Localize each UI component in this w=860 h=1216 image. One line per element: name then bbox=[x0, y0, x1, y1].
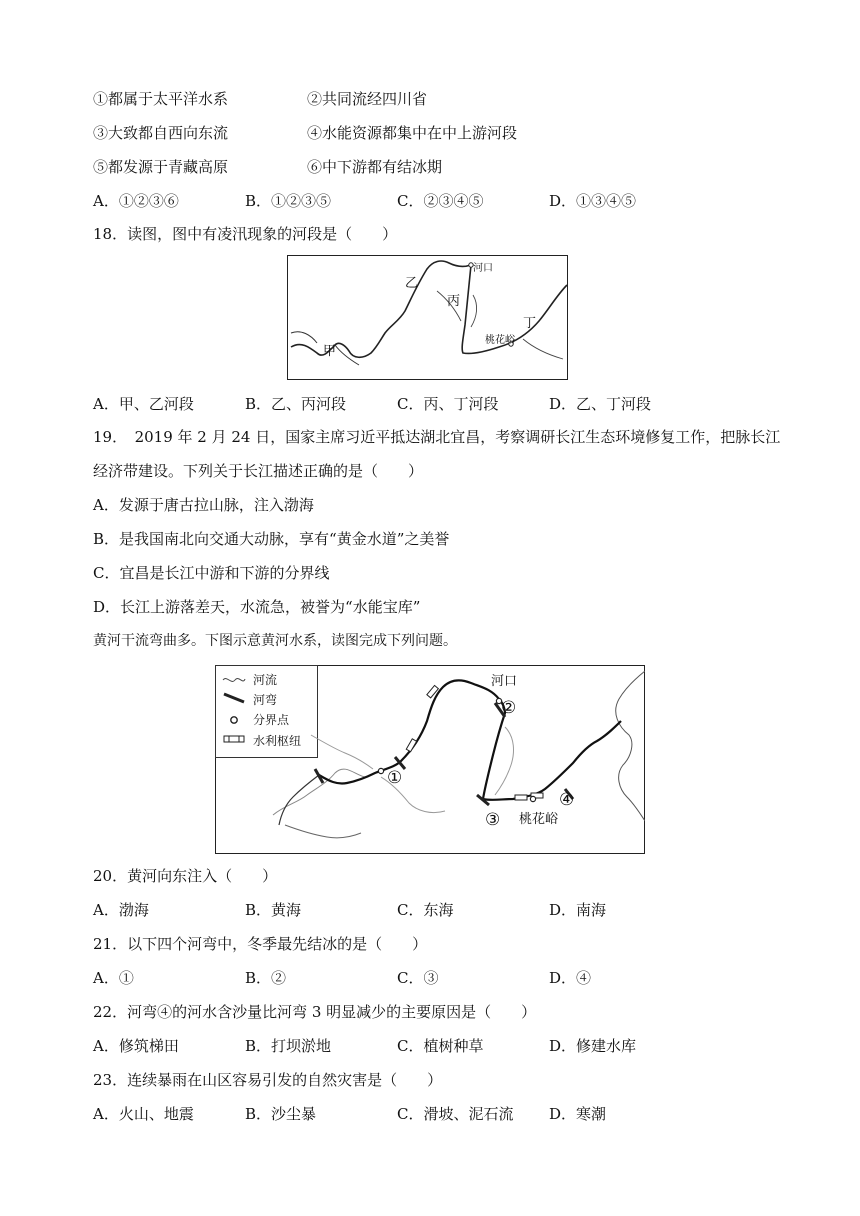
q23-stem: 23．连续暴雨在山区容易引发的自然灾害是（ ） bbox=[93, 1071, 443, 1089]
legend-point-label: 分界点 bbox=[253, 713, 290, 727]
q17-statement-6: ⑥中下游都有结冰期 bbox=[307, 158, 443, 176]
legend-bend-label: 河弯 bbox=[253, 693, 278, 707]
yellow-river-map bbox=[215, 665, 645, 854]
q22-option-c: C．植树种草 bbox=[397, 1037, 484, 1055]
q21-stem: 21．以下四个河弯中，冬季最先结冰的是（ ） bbox=[93, 935, 428, 953]
map2-label-1: ① bbox=[387, 768, 403, 788]
map1-label-bing: 丙 bbox=[447, 294, 461, 309]
q19-stem-line1: 19． 2019 年 2 月 24 日，国家主席习近平抵达湖北宜昌，考察调研长江生态环境修复工作，把脉长江 bbox=[93, 428, 781, 446]
q17-option-a: A．①②③⑥ bbox=[93, 192, 179, 210]
q22-option-d: D．修建水库 bbox=[549, 1037, 637, 1055]
q21-option-c: C．③ bbox=[397, 969, 439, 987]
q22-stem: 22．河弯④的河水含沙量比河弯 3 明显减少的主要原因是（ ） bbox=[93, 1003, 537, 1021]
q18-option-c: C．丙、丁河段 bbox=[397, 395, 499, 413]
map1-label-jia: 甲 bbox=[323, 344, 337, 359]
q17-statement-4: ④水能资源都集中在中上游河段 bbox=[307, 124, 518, 142]
legend-dam-label: 水利枢纽 bbox=[253, 734, 302, 748]
q21-option-b: B．② bbox=[245, 969, 287, 987]
q20-option-a: A．渤海 bbox=[93, 901, 149, 919]
q17-statement-1: ①都属于太平洋水系 bbox=[93, 90, 229, 108]
q17-statement-5: ⑤都发源于青藏高原 bbox=[93, 158, 229, 176]
q17-statement-3: ③大致都自西向东流 bbox=[93, 124, 229, 142]
q17-option-c: C．②③④⑤ bbox=[397, 192, 484, 210]
q19-option-d: D．长江上游落差天，水流急，被誉为“水能宝库” bbox=[93, 598, 421, 616]
q22-option-b: B．打坝淤地 bbox=[245, 1037, 332, 1055]
q19-stem-line2: 经济带建设。下列关于长江描述正确的是（ ） bbox=[93, 462, 424, 480]
map1-label-yi: 乙 bbox=[405, 276, 419, 291]
map2-label-4: ④ bbox=[559, 790, 575, 810]
q23-option-d: D．寒潮 bbox=[549, 1105, 607, 1123]
q22-option-a: A．修筑梯田 bbox=[93, 1037, 179, 1055]
q20-option-c: C．东海 bbox=[397, 901, 454, 919]
map2-label-2: ② bbox=[501, 698, 517, 718]
q21-option-d: D．④ bbox=[549, 969, 592, 987]
legend-dam-icon bbox=[224, 736, 244, 742]
map1-label-taohuayu: 桃花峪 bbox=[485, 335, 515, 346]
q18-stem: 18．读图，图中有凌汛现象的河段是（ ） bbox=[93, 225, 398, 243]
q21-option-a: A．① bbox=[93, 969, 134, 987]
q20-option-b: B．黄海 bbox=[245, 901, 302, 919]
q19-option-c: C．宜昌是长江中游和下游的分界线 bbox=[93, 564, 330, 582]
q23-option-a: A．火山、地震 bbox=[93, 1105, 194, 1123]
map1-label-ding: 丁 bbox=[523, 316, 537, 331]
q19-option-a: A．发源于唐古拉山脉，注入渤海 bbox=[93, 496, 314, 514]
map2-label-3: ③ bbox=[485, 810, 501, 830]
q18-river-map bbox=[287, 255, 568, 380]
q17-option-d: D．①③④⑤ bbox=[549, 192, 637, 210]
q19-option-b: B．是我国南北向交通大动脉，享有“黄金水道”之美誉 bbox=[93, 530, 450, 548]
q18-option-d: D．乙、丁河段 bbox=[549, 395, 652, 413]
q18-option-a: A．甲、乙河段 bbox=[93, 395, 194, 413]
q20-stem: 20．黄河向东注入（ ） bbox=[93, 867, 278, 885]
map2-intro: 黄河干流弯曲多。下图示意黄河水系，读图完成下列问题。 bbox=[93, 633, 457, 649]
q17-option-b: B．①②③⑤ bbox=[245, 192, 332, 210]
map1-label-hekou: 河口 bbox=[473, 263, 493, 274]
q23-option-b: B．沙尘暴 bbox=[245, 1105, 317, 1123]
map2-label-hekou: 河口 bbox=[491, 674, 518, 689]
q23-option-c: C．滑坡、泥石流 bbox=[397, 1105, 514, 1123]
legend-river-label: 河流 bbox=[253, 673, 278, 687]
q17-statement-2: ②共同流经四川省 bbox=[307, 90, 428, 108]
map2-label-taohuayu: 桃花峪 bbox=[519, 812, 559, 827]
q18-option-b: B．乙、丙河段 bbox=[245, 395, 347, 413]
q20-option-d: D．南海 bbox=[549, 901, 607, 919]
legend-point-icon bbox=[231, 717, 237, 723]
